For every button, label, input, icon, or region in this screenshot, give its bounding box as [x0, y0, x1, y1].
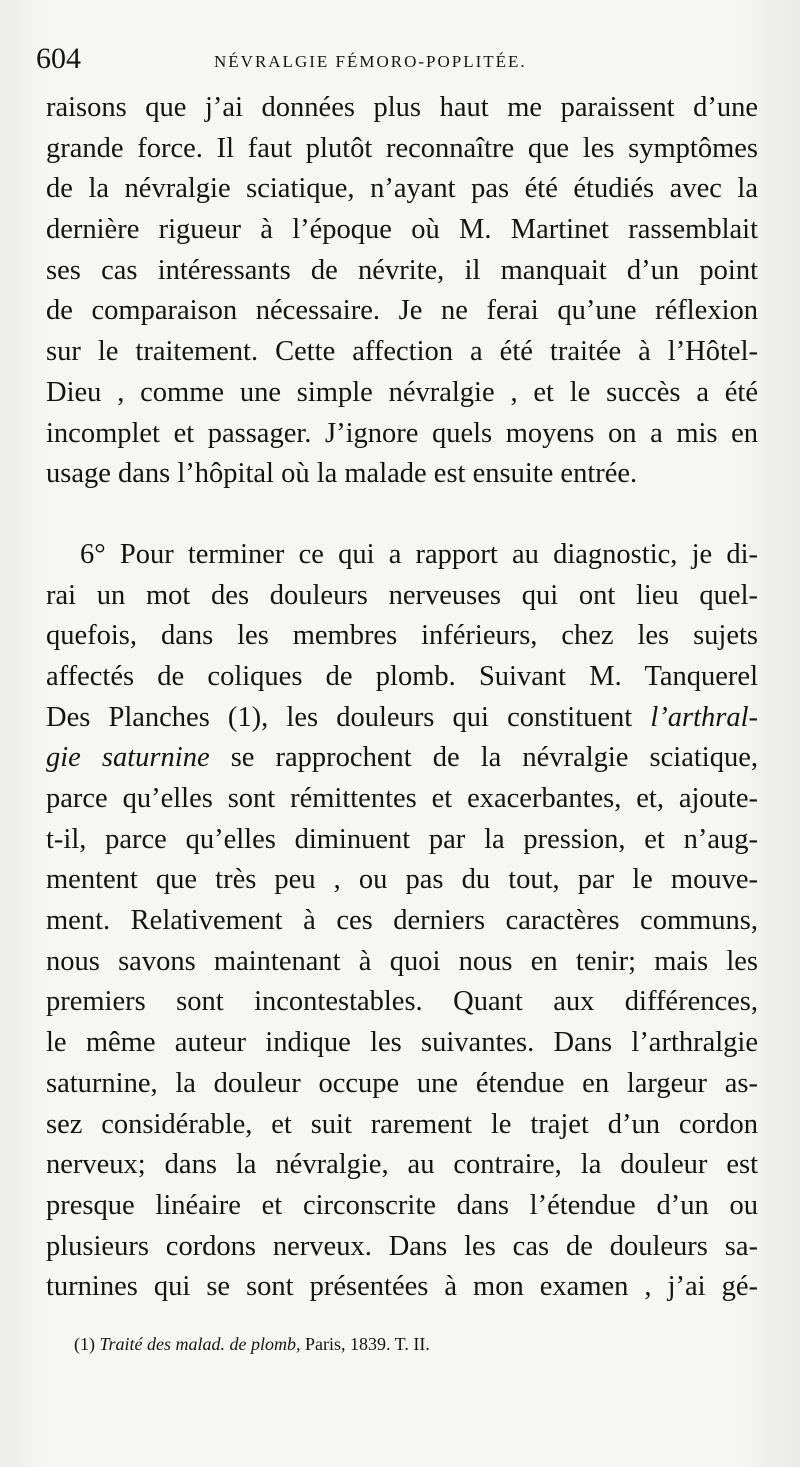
body-text [46, 88, 758, 1308]
text-line: grande force. Il faut plutôt reconnaître que les symptômes [46, 132, 758, 164]
text-roman: Des Planches (1), les douleurs qui constituent [46, 701, 651, 733]
text-line: dernière rigueur à l’époque où M. Martinet rassemblait [46, 214, 758, 246]
text-line-mixed [46, 738, 758, 779]
footnote-title: Traité des malad. de plomb, [99, 1334, 301, 1354]
footnote-text: Paris, 1839. T. II. [300, 1334, 430, 1354]
text-italic: gie saturnine [46, 742, 210, 774]
text-line: parce qu’elles sont rémittentes et exacerbantes, et, ajoute- [46, 783, 758, 814]
text-line: quefois, dans les membres inférieurs, chez les sujets [46, 620, 758, 652]
text-line: nerveux; dans la névralgie, au contraire, la douleur est [46, 1149, 758, 1181]
text-line: de la névralgie sciatique, n’ayant pas été étudiés avec la [46, 173, 758, 205]
text-line: turnines qui se sont présentées à mon examen , j’ai gé- [46, 1271, 758, 1303]
text-italic: l’arthral- [650, 701, 758, 733]
running-head: NÉVRALGIE FÉMORO-POPLITÉE. [214, 52, 527, 71]
text-line: Dieu , comme une simple névralgie , et le succès a été [46, 376, 758, 408]
text-roman: se rapprochent de la névralgie sciatique, [209, 742, 758, 774]
text-line: incomplet et passager. J’ignore quels moyens on a mis en [46, 417, 758, 449]
text-line: ment. Relativement à ces derniers caractères communs, [46, 905, 758, 937]
text-line: mentent que très peu , ou pas du tout, par le mouve- [46, 864, 758, 896]
text-line: raisons que j’ai données plus haut me paraissent d’une [46, 92, 758, 123]
text-line: plusieurs cordons nerveux. Dans les cas de douleurs sa- [46, 1230, 758, 1262]
text-line: sur le traitement. Cette affection a été traitée à l’Hôtel- [46, 336, 758, 368]
text-line: sez considérable, et suit rarement le trajet d’un cordon [46, 1108, 758, 1140]
text-line: rai un mot des douleurs nerveuses qui ont lieu quel- [46, 579, 758, 611]
text-line: saturnine, la douleur occupe une étendue en largeur as- [46, 1067, 758, 1099]
text-line: t-il, parce qu’elles diminuent par la pression, et n’aug- [46, 823, 758, 855]
page-number: 604 [36, 42, 81, 75]
text-line: ses cas intéressants de névrite, il manquait d’un point [46, 254, 758, 286]
text-line: le même auteur indique les suivantes. Dans l’arthralgie [46, 1027, 758, 1059]
footnote [74, 1334, 430, 1355]
text-line: de comparaison nécessaire. Je ne ferai qu’une réflexion [46, 295, 758, 327]
text-line: usage dans l’hôpital où la malade est ensuite entrée. [46, 458, 638, 490]
footnote-marker: (1) [74, 1334, 100, 1354]
text-line-mixed [46, 698, 758, 739]
page-header [36, 42, 756, 82]
text-line: nous savons maintenant à quoi nous en tenir; mais les [46, 945, 758, 977]
text-line: presque linéaire et circonscrite dans l’étendue d’un ou [46, 1189, 758, 1221]
text-line: affectés de coliques de plomb. Suivant M. Tanquerel [46, 660, 758, 692]
paragraph-gap [46, 495, 758, 535]
text-line: premiers sont incontestables. Quant aux différences, [46, 986, 758, 1018]
text-line: 6° Pour terminer ce qui a rapport au diagnostic, je di- [80, 538, 758, 570]
